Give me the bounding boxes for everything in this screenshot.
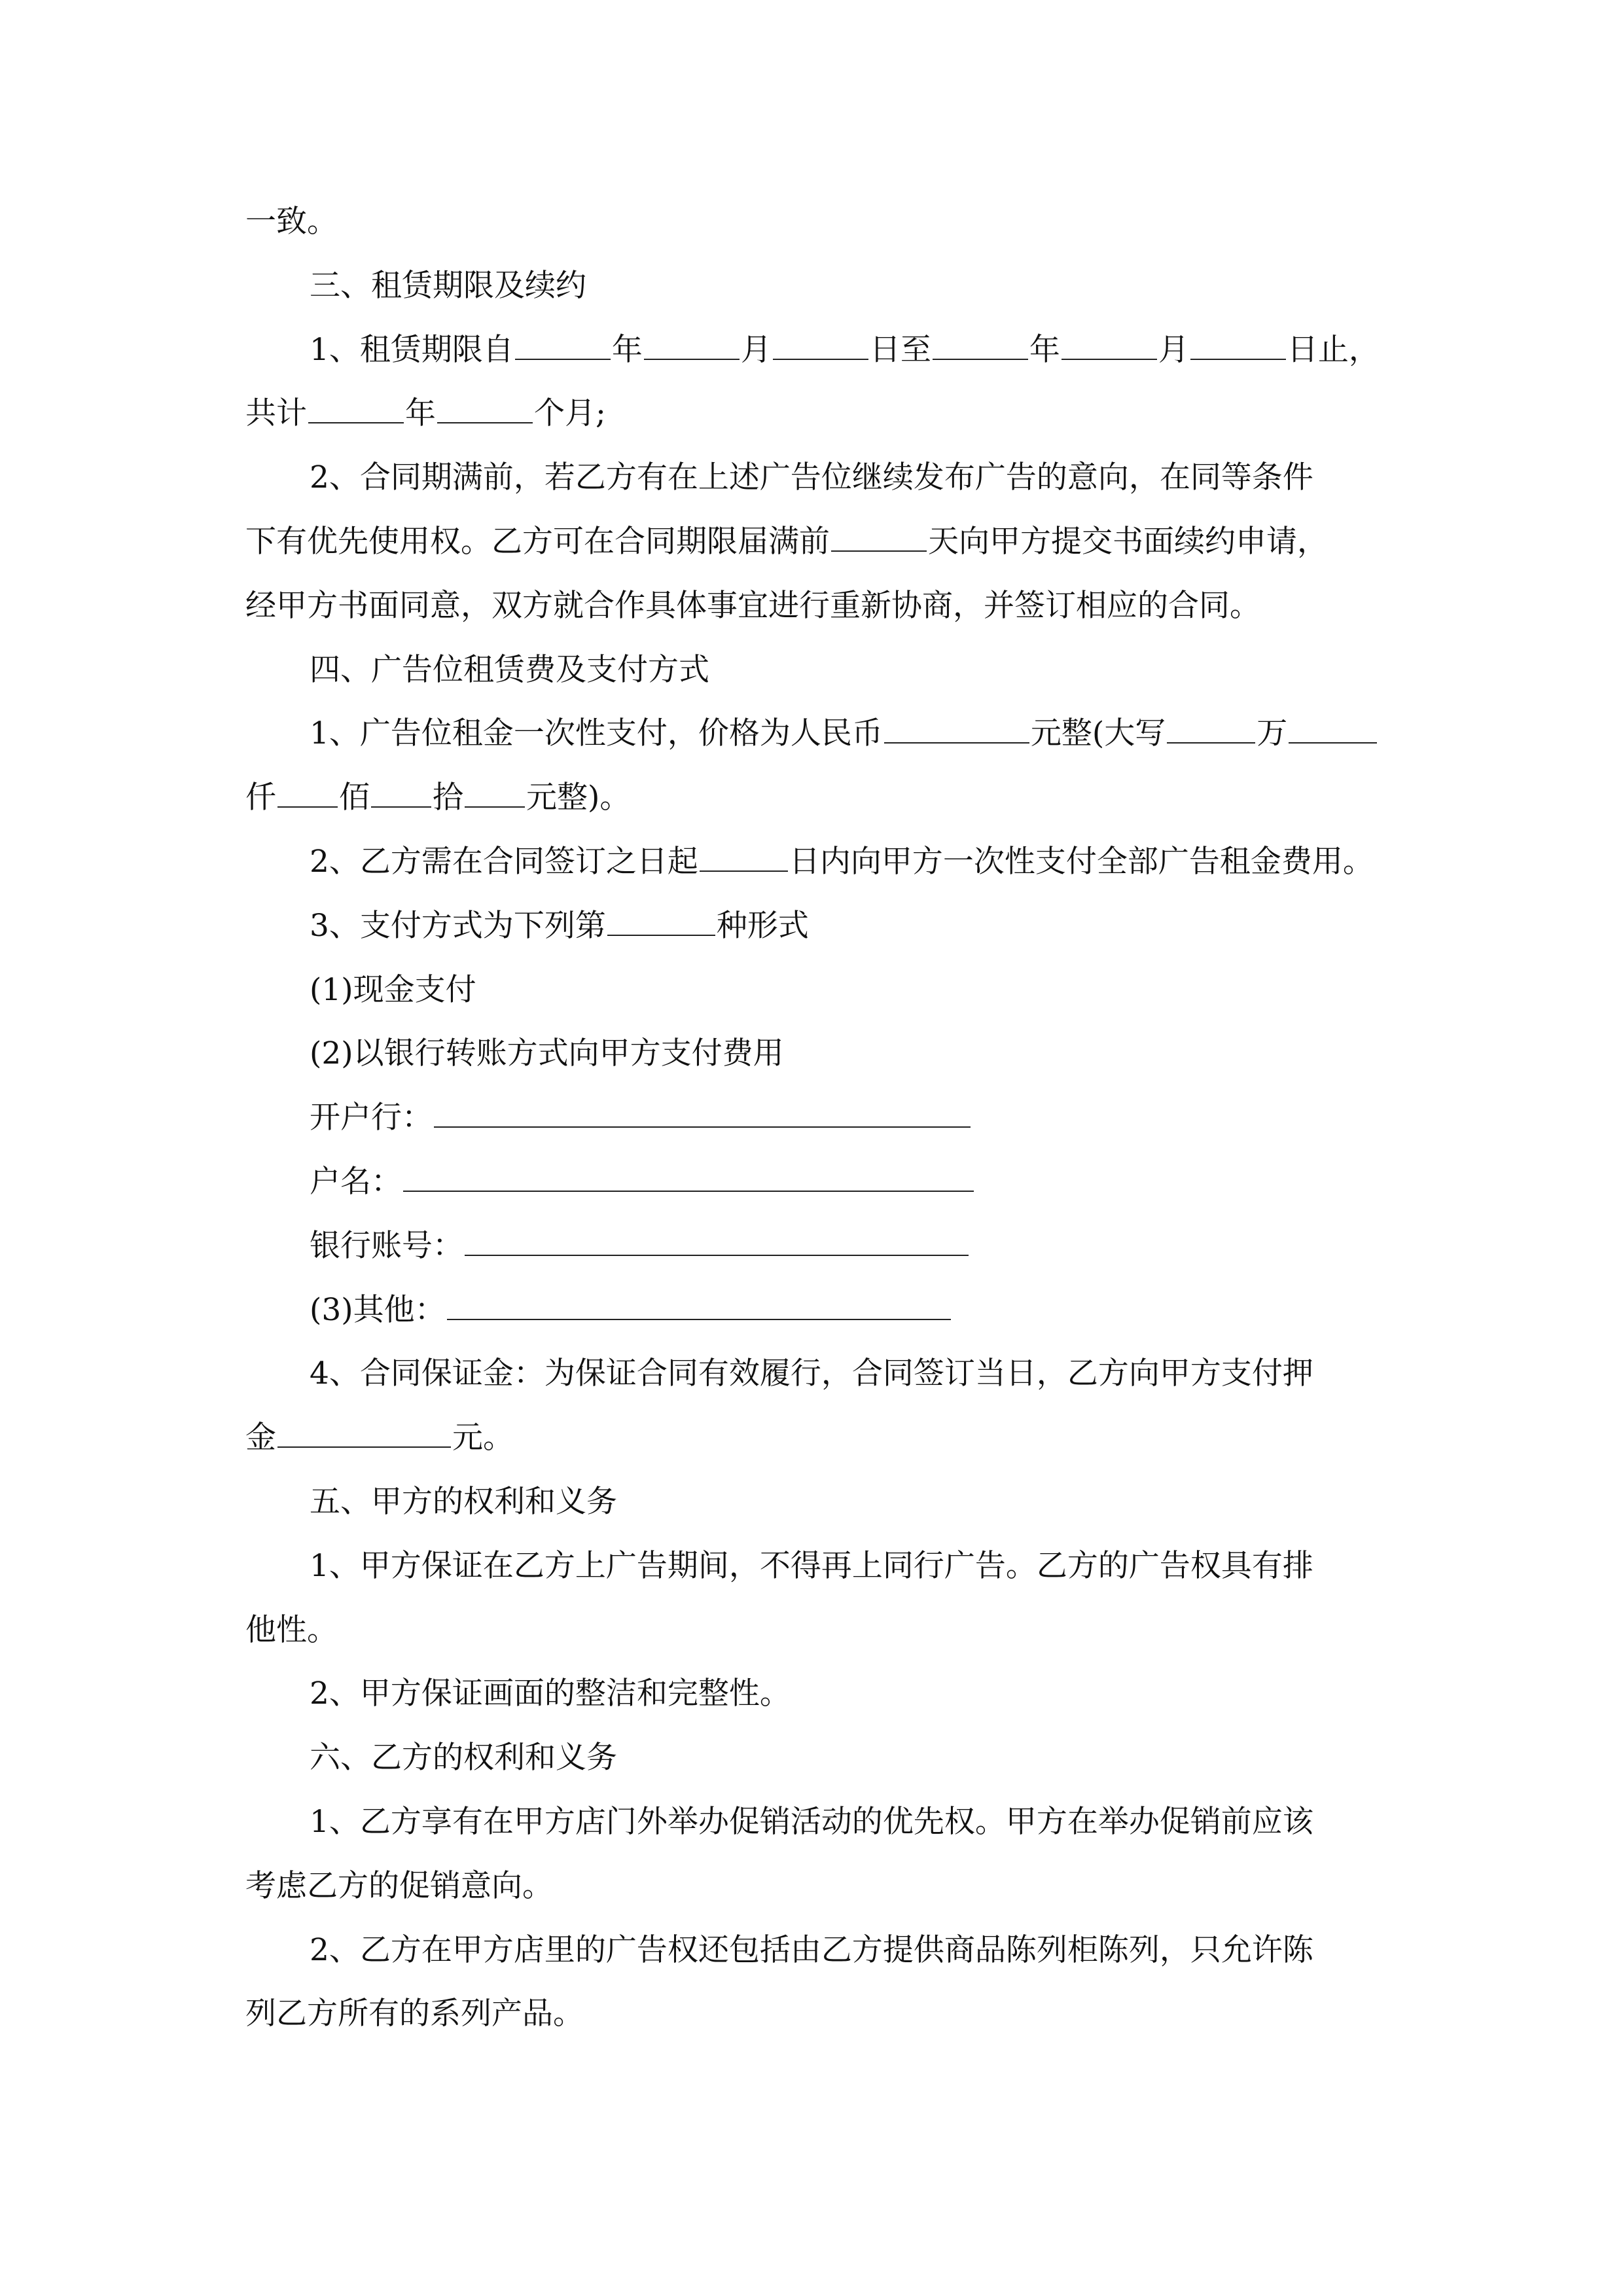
line-text: (1)现金支付	[310, 971, 476, 1008]
rent-amount-words	[245, 766, 1384, 830]
lease-term-clause	[245, 318, 1384, 382]
text-line	[245, 1918, 1384, 1982]
blank-field	[1190, 358, 1286, 360]
blank-field	[403, 1190, 974, 1192]
line-text: 2、甲方保证画面的整洁和完整性。	[310, 1676, 791, 1712]
text-line	[245, 1854, 1384, 1918]
line-text: 3、支付方式为下列第	[310, 907, 606, 944]
line-text: 年	[1029, 331, 1060, 368]
line-text: 他性。	[245, 1611, 338, 1648]
line-text: 2、乙方需在合同签订之日起	[310, 843, 698, 880]
bank-name-field	[245, 1086, 1384, 1150]
line-text: 日至	[869, 331, 931, 368]
section-heading-3	[245, 254, 1384, 318]
section-heading-4	[245, 638, 1384, 702]
blank-field	[371, 806, 431, 808]
line-text: 1、甲方保证在乙方上广告期间，不得再上同行广告。乙方的广告权具有排	[310, 1547, 1313, 1584]
blank-field	[1289, 742, 1377, 744]
line-text: 经甲方书面同意，双方就合作具体事宜进行重新协商，并签订相应的合同。	[245, 587, 1260, 624]
blank-field	[447, 1318, 951, 1320]
heading-text: 四、广告位租赁费及支付方式	[310, 651, 709, 688]
text-line	[245, 1662, 1384, 1726]
line-text: 拾	[433, 780, 463, 816]
line-text: 2、合同期满前，若乙方有在上述广告位继续发布广告的意向，在同等条件	[310, 459, 1313, 496]
line-text: 1、租赁期限自	[310, 331, 514, 368]
blank-field	[277, 806, 338, 808]
line-text: 月	[740, 331, 772, 368]
line-text: 元整(大写	[1030, 715, 1166, 752]
text-line	[245, 1982, 1384, 2046]
blank-field	[1167, 742, 1255, 744]
text-line	[245, 574, 1384, 638]
field-label: 开户行：	[310, 1100, 433, 1136]
text-line	[245, 1598, 1384, 1662]
deposit-clause	[245, 1342, 1384, 1406]
line-text: 天向甲方提交书面续约申请，	[928, 523, 1328, 560]
text-line	[245, 446, 1384, 510]
line-text: 月	[1158, 331, 1189, 368]
line-text: 共计	[245, 395, 307, 432]
blank-field	[773, 358, 868, 360]
deposit-amount	[245, 1406, 1384, 1470]
account-name-field	[245, 1150, 1384, 1214]
line-text: 日止，	[1287, 331, 1380, 368]
line-text: 个月;	[534, 395, 606, 432]
blank-field	[1061, 358, 1157, 360]
payment-method-clause	[245, 894, 1384, 958]
blank-field	[308, 422, 404, 423]
blank-field	[884, 742, 1029, 744]
blank-field	[465, 806, 525, 808]
line-text: 2、乙方在甲方店里的广告权还包括由乙方提供商品陈列柜陈列，只允许陈	[310, 1931, 1313, 1968]
contract-body	[245, 190, 1384, 2046]
line-text: 金	[245, 1420, 276, 1456]
line-text: 1、广告位租金一次性支付，价格为人民币	[310, 715, 883, 752]
heading-text: 六、乙方的权利和义务	[310, 1740, 617, 1776]
blank-field	[644, 358, 740, 360]
line-text: 4、合同保证金：为保证合同有效履行，合同签订当日，乙方向甲方支付押	[310, 1355, 1313, 1392]
field-label: 户名：	[310, 1163, 402, 1200]
line-text: 下有优先使用权。乙方可在合同期限届满前	[245, 523, 830, 560]
line-text: 年	[611, 331, 643, 368]
line-text: 考虑乙方的促销意向。	[245, 1867, 553, 1904]
blank-field	[933, 358, 1028, 360]
line-text: 元。	[452, 1420, 514, 1456]
line-text: 种形式	[716, 907, 809, 944]
text-line	[245, 1790, 1384, 1854]
line-text: 1、乙方享有在甲方店门外举办促销活动的优先权。甲方在举办促销前应该	[310, 1803, 1313, 1840]
line-text: 佰	[339, 780, 370, 816]
blank-field	[277, 1446, 451, 1448]
rent-price-clause	[245, 702, 1384, 766]
blank-field	[607, 934, 715, 936]
lease-total-clause	[245, 382, 1384, 446]
line-text: 列乙方所有的系列产品。	[245, 1996, 584, 2032]
line-text: 万	[1257, 715, 1288, 752]
renewal-clause	[245, 510, 1384, 574]
heading-text: 三、租赁期限及续约	[310, 267, 586, 304]
text-line	[245, 190, 1384, 254]
line-text: (2)以银行转账方式向甲方支付费用	[310, 1035, 784, 1072]
section-heading-5	[245, 1470, 1384, 1534]
blank-field	[515, 358, 611, 360]
field-label: (3)其他：	[310, 1291, 446, 1328]
heading-text: 五、甲方的权利和义务	[310, 1483, 617, 1520]
payment-option-bank	[245, 1022, 1384, 1086]
field-label: 银行账号：	[310, 1227, 463, 1264]
line-text: 年	[405, 395, 436, 432]
payment-option-cash	[245, 958, 1384, 1022]
section-heading-6	[245, 1726, 1384, 1790]
line-text: 元整)。	[526, 780, 631, 816]
line-text: 日内向甲方一次性支付全部广告租金费用。	[789, 843, 1374, 880]
text-line	[245, 1534, 1384, 1598]
line-text: 一致。	[245, 204, 338, 240]
line-text: 仟	[245, 780, 276, 816]
blank-field	[831, 550, 927, 552]
blank-field	[437, 422, 533, 423]
blank-field	[700, 870, 788, 872]
blank-field	[434, 1126, 971, 1128]
blank-field	[465, 1254, 969, 1256]
bank-account-field	[245, 1214, 1384, 1278]
payment-deadline-clause	[245, 830, 1384, 894]
payment-option-other	[245, 1278, 1384, 1342]
